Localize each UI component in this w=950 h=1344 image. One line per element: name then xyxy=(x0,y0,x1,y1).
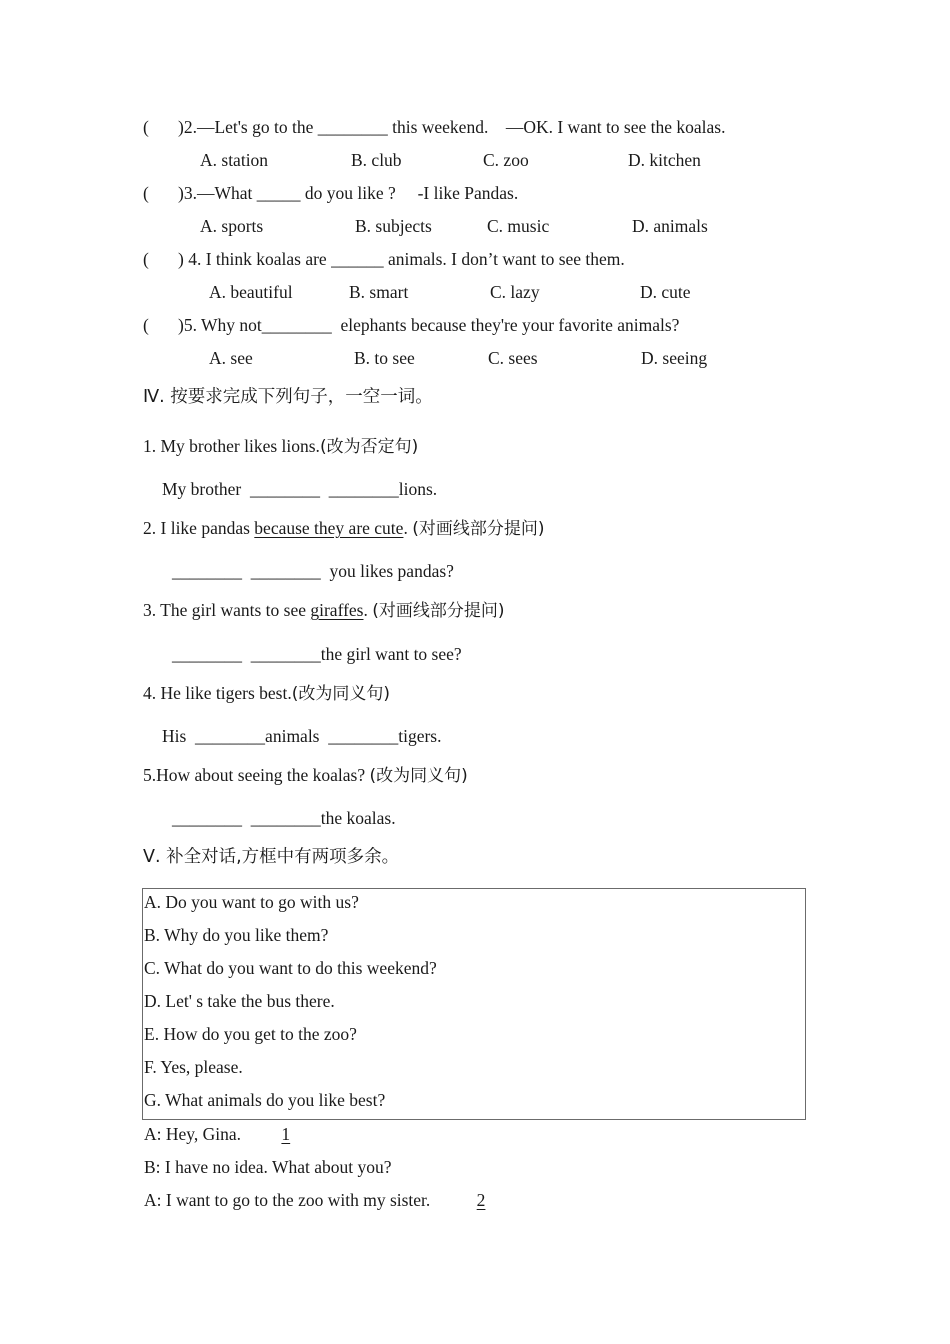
question-stem: )5. Why not________ elephants because they're your favorite animals? xyxy=(178,315,680,335)
dialogue-text: A: Hey, Gina. xyxy=(144,1124,250,1144)
option-c: C. music xyxy=(487,216,550,236)
option-a: A. beautiful xyxy=(209,282,293,302)
option-b: B. smart xyxy=(349,282,409,302)
option-d: D. cute xyxy=(640,282,691,302)
dialogue-line-3 xyxy=(144,1189,523,1211)
underlined-part: giraffes xyxy=(310,600,364,620)
dialogue-blank-1 xyxy=(250,1123,322,1145)
box-option-b: B. Why do you like them? xyxy=(144,925,329,945)
question-text: 2. I like pandas xyxy=(143,518,255,538)
option-c: C. lazy xyxy=(490,282,540,302)
answer-paren: ( xyxy=(143,117,149,137)
answer-paren: ( xyxy=(143,249,149,269)
rewrite-question xyxy=(143,682,390,705)
underlined-part: because they are cute xyxy=(254,518,404,538)
instruction-note: (对画线部分提问) xyxy=(372,601,505,621)
box-option-g: G. What animals do you like best? xyxy=(144,1090,386,1110)
option-a: A. station xyxy=(200,150,269,170)
box-option-c: C. What do you want to do this weekend? xyxy=(144,958,437,978)
section-4-heading: Ⅳ. 按要求完成下列句子，一空一词。 xyxy=(143,387,433,407)
answer-line: ________ ________the koalas. xyxy=(172,808,396,828)
dialogue-blank-2 xyxy=(439,1189,523,1211)
question-stem: )2.—Let's go to the ________ this weekend. —OK. I want to see the koalas. xyxy=(178,117,726,137)
answer-line: ________ ________the girl want to see? xyxy=(172,644,462,664)
option-d: D. seeing xyxy=(641,348,708,368)
question-text-end: . xyxy=(363,600,373,620)
option-c: C. zoo xyxy=(483,150,529,170)
rewrite-question xyxy=(143,517,544,540)
question-text: 4. He like tigers best. xyxy=(143,683,292,703)
option-a: A. sports xyxy=(200,216,264,236)
option-a: A. see xyxy=(209,348,253,368)
option-b: B. club xyxy=(351,150,402,170)
answer-paren: ( xyxy=(143,183,149,203)
box-option-f: F. Yes, please. xyxy=(144,1057,243,1077)
answer-line: My brother ________ ________lions. xyxy=(162,479,438,499)
section-5-heading: Ⅴ. 补全对话,方框中有两项多余。 xyxy=(143,847,400,867)
rewrite-question xyxy=(143,599,505,622)
dialogue-line-1 xyxy=(144,1123,322,1145)
question-text: 3. The girl wants to see xyxy=(143,600,311,620)
box-option-e: E. How do you get to the zoo? xyxy=(144,1024,357,1044)
instruction-note: (对画线部分提问) xyxy=(412,519,545,539)
rewrite-question xyxy=(143,764,468,787)
box-option-a: A. Do you want to go with us? xyxy=(144,892,359,912)
box-option-d: D. Let' s take the bus there. xyxy=(144,991,335,1011)
instruction-note: (改为同义句) xyxy=(369,766,468,786)
question-stem: ) 4. I think koalas are ______ animals. I don’t want to see them. xyxy=(178,249,625,269)
option-b: B. subjects xyxy=(355,216,432,236)
option-d: D. kitchen xyxy=(628,150,701,170)
question-text: 1. My brother likes lions. xyxy=(143,436,320,456)
dialogue-line-2: B: I have no idea. What about you? xyxy=(144,1157,392,1177)
question-text: 5.How about seeing the koalas? xyxy=(143,765,370,785)
blank-number: 2 xyxy=(476,1190,486,1210)
option-b: B. to see xyxy=(354,348,415,368)
answer-paren: ( xyxy=(143,315,149,335)
blank-number: 1 xyxy=(281,1124,291,1144)
option-d: D. animals xyxy=(632,216,708,236)
question-text-end: . xyxy=(403,518,413,538)
answer-line: His ________animals ________tigers. xyxy=(162,726,442,746)
question-stem: )3.—What _____ do you like ? -I like Pandas. xyxy=(178,183,519,203)
answer-line: ________ ________ you likes pandas? xyxy=(172,561,454,581)
dialogue-text: A: I want to go to the zoo with my sister. xyxy=(144,1190,440,1210)
instruction-note: (改为否定句) xyxy=(319,437,419,457)
rewrite-question xyxy=(143,435,418,458)
instruction-note: (改为同义句) xyxy=(291,684,390,704)
option-c: C. sees xyxy=(488,348,538,368)
